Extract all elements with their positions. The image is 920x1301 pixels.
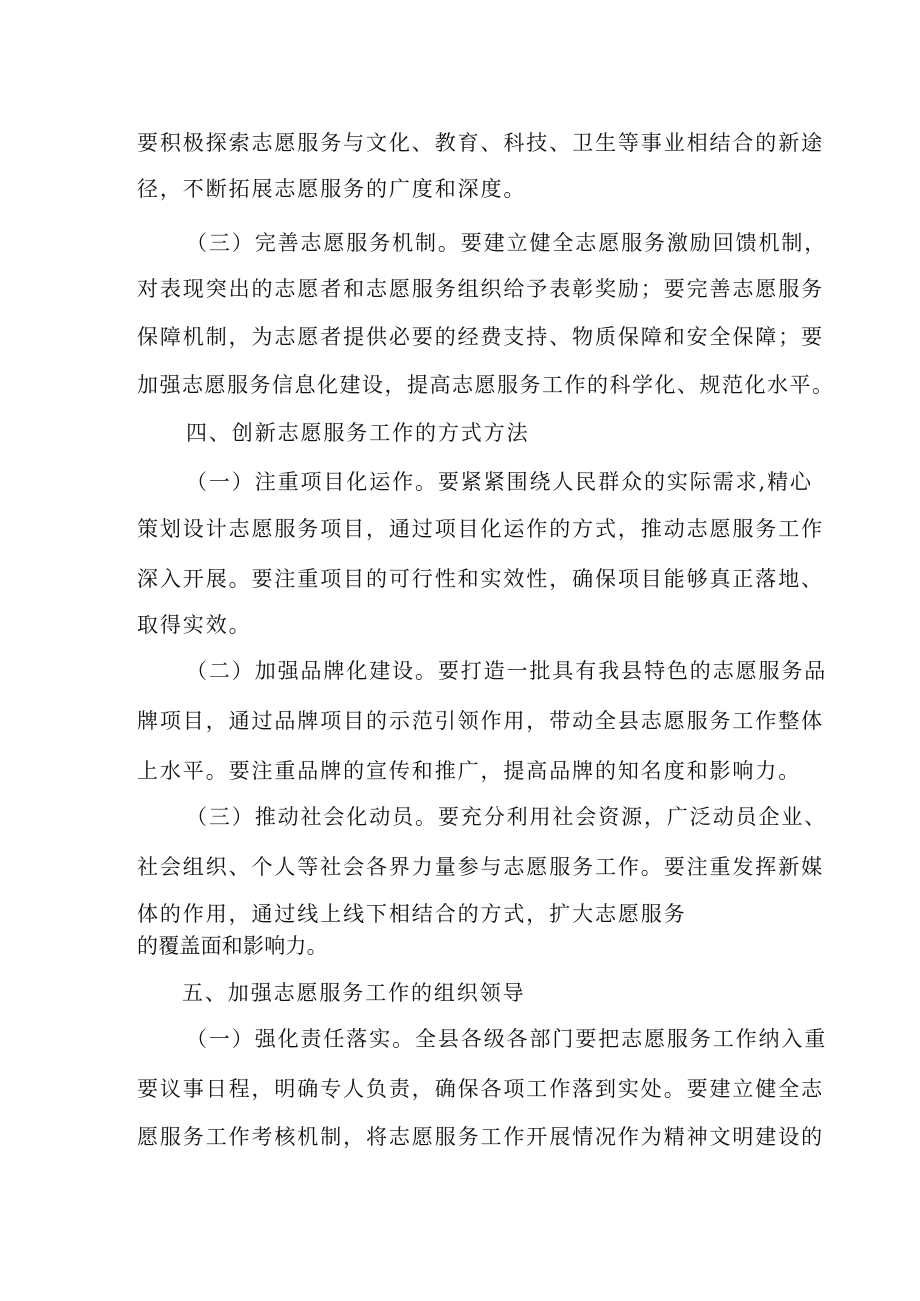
paragraph-line: 愿服务工作考核机制，将志愿服务工作开展情况作为精神文明建设的 bbox=[137, 1125, 824, 1149]
paragraph-line: 要积极探索志愿服务与文化、教育、科技、卫生等事业相结合的新途 bbox=[137, 131, 824, 155]
paragraph-line: （一）强化责任落实。全县各级各部门要把志愿服务工作纳入重 bbox=[186, 1027, 828, 1051]
paragraph-line: 加强志愿服务信息化建设，提高志愿服务工作的科学化、规范化水平。 bbox=[137, 373, 835, 397]
paragraph-line: （一）注重项目化运作。要紧紧围绕人民群众的实际需求,精心 bbox=[186, 470, 813, 494]
paragraph-line: 保障机制，为志愿者提供必要的经费支持、物质保障和安全保障；要 bbox=[137, 325, 824, 349]
paragraph-line: （二）加强品牌化建设。要打造一批具有我县特色的志愿服务品 bbox=[186, 659, 828, 683]
paragraph-line: （三）完善志愿服务机制。要建立健全志愿服务激励回馈机制， bbox=[186, 231, 828, 255]
paragraph-line: 体的作用，通过线上线下相结合的方式，扩大志愿服务 bbox=[137, 902, 687, 926]
paragraph-line: 对表现突出的志愿者和志愿服务组织给予表彰奖励；要完善志愿服务 bbox=[137, 277, 824, 301]
paragraph-line: 上水平。要注重品牌的宣传和推广，提高品牌的知名度和影响力。 bbox=[137, 759, 802, 783]
paragraph-line: 要议事日程，明确专人负责，确保各项工作落到实处。要建立健全志 bbox=[137, 1077, 824, 1101]
paragraph-line: 社会组织、个人等社会各界力量参与志愿服务工作。要注重发挥新媒 bbox=[137, 855, 824, 879]
paragraph-line: 取得实效。 bbox=[137, 613, 252, 637]
section-heading: 四、创新志愿服务工作的方式方法 bbox=[186, 421, 530, 445]
paragraph-line: 的覆盖面和影响力。 bbox=[137, 934, 328, 958]
paragraph-line: （三）推动社会化动员。要充分利用社会资源，广泛动员企业、 bbox=[186, 805, 828, 829]
paragraph-line: 牌项目，通过品牌项目的示范引领作用，带动全县志愿服务工作整体 bbox=[137, 709, 824, 733]
section-heading: 五、加强志愿服务工作的组织领导 bbox=[182, 981, 526, 1005]
paragraph-line: 径，不断拓展志愿服务的广度和深度。 bbox=[137, 177, 527, 201]
paragraph-line: 深入开展。要注重项目的可行性和实效性，确保项目能够真正落地、 bbox=[137, 567, 824, 591]
paragraph-line: 策划设计志愿服务项目，通过项目化运作的方式，推动志愿服务工作 bbox=[137, 517, 824, 541]
